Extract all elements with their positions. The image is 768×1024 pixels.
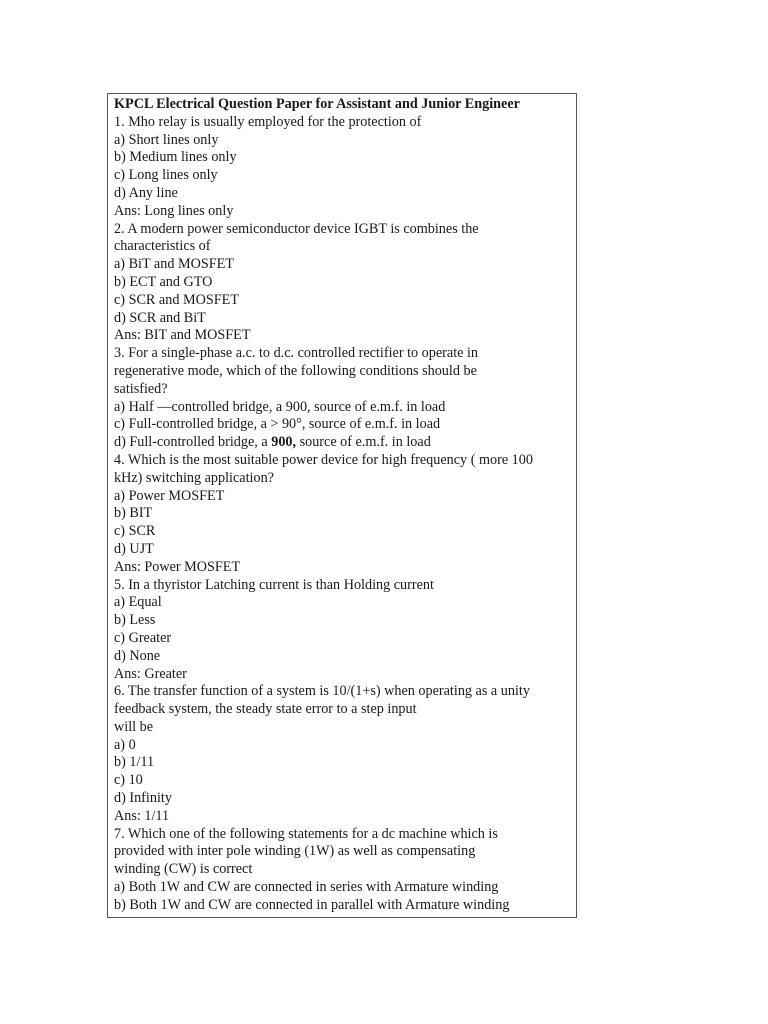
text-line: 5. In a thyristor Latching current is than Holding current [114,576,434,593]
text-line: b) BIT [114,505,153,522]
text-line: 6. The transfer function of a system is 10/(1+s) when operating as a unity [114,683,530,700]
text-line: a) Both 1W and CW are connected in series with Armature winding [114,879,499,896]
text-line: 3. For a single-phase a.c. to d.c. controlled rectifier to operate in [114,345,479,362]
text-line: d) SCR and BiT [114,309,206,326]
q3d-suffix: source of e.m.f. in load [296,434,431,451]
text-line: winding (CW) is correct [114,861,253,878]
text-line: c) Greater [114,629,172,646]
text-line: a) Power MOSFET [114,487,225,504]
question-lines [114,114,576,915]
text-line: provided with inter pole winding (1W) as well as compensating [114,843,476,860]
text-line: b) Less [114,612,156,629]
text-line: satisfied? [114,380,168,397]
text-line: Ans: Power MOSFET [114,558,241,575]
text-line: will be [114,718,154,735]
text-line: Ans: BIT and MOSFET [114,327,251,344]
text-line: d) UJT [114,540,154,557]
text-line: a) Short lines only [114,131,219,148]
q3d-prefix: d) Full-controlled bridge, a [114,434,272,451]
question-paper-box [107,93,577,918]
text-line: 2. A modern power semiconductor device IGBT is combines the [114,220,479,237]
q3d-bold-value: 900, [271,434,297,451]
text-line: Ans: 1/11 [114,807,170,824]
text-line: characteristics of [114,238,211,255]
text-line: b) Both 1W and CW are connected in parallel with Armature winding [114,896,510,913]
text-line: kHz) switching application? [114,469,274,486]
text-line: c) SCR [114,523,156,540]
text-line: b) Medium lines only [114,149,237,166]
text-line: d) None [114,647,161,664]
option-line-q3d [114,434,576,452]
text-line: a) BiT and MOSFET [114,256,234,273]
text-line: a) 0 [114,736,136,753]
document-title: KPCL Electrical Question Paper for Assistant and Junior Engineer [114,96,520,112]
text-line: c) SCR and MOSFET [114,291,239,308]
text-line: regenerative mode, which of the following conditions should be [114,362,477,379]
text-line: c) Full-controlled bridge, a > 90°, source of e.m.f. in load [114,416,441,433]
text-line: 7. Which one of the following statements for a dc machine which is [114,825,498,842]
text-line: d) Infinity [114,790,172,807]
text-line: a) Half —controlled bridge, a 900, source of e.m.f. in load [114,398,446,415]
text-line: b) 1/11 [114,754,155,771]
text-line: b) ECT and GTO [114,273,213,290]
text-line: Ans: Long lines only [114,202,234,219]
text-line: c) 10 [114,772,143,789]
text-line: c) Long lines only [114,167,218,184]
text-line: Ans: Greater [114,665,187,682]
text-line: feedback system, the steady state error to a step input [114,701,417,718]
text-line: 1. Mho relay is usually employed for the protection of [114,113,422,130]
text-line: d) Any line [114,184,178,201]
text-line: a) Equal [114,594,162,611]
text-line: 4. Which is the most suitable power device for high frequency ( more 100 [114,451,533,468]
